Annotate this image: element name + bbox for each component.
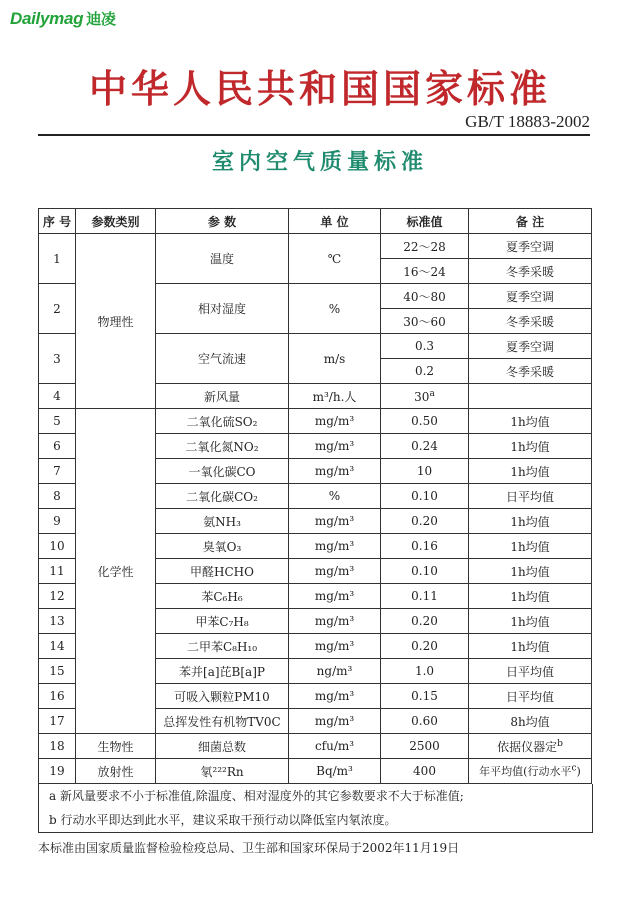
row-no: 6 [39, 434, 76, 459]
table-row [39, 734, 592, 759]
row-unit: cfu/m³ [289, 734, 381, 759]
row-no: 2 [39, 284, 76, 334]
row-note: 8h均值 [469, 709, 592, 734]
row-value: 30～60 [381, 309, 469, 334]
row-value: 0.20 [381, 634, 469, 659]
row-unit: mg/m³ [289, 684, 381, 709]
row-no: 16 [39, 684, 76, 709]
row-note: 冬季采暖 [469, 259, 592, 284]
row-value: 0.3 [381, 334, 469, 359]
row-param: 二氧化氮NO₂ [156, 434, 289, 459]
row-unit: % [289, 484, 381, 509]
row-unit: mg/m³ [289, 534, 381, 559]
title-rule [38, 134, 590, 136]
row-param: 细菌总数 [156, 734, 289, 759]
standard-code: GB/T 18883-2002 [465, 112, 590, 131]
row-value: 0.20 [381, 509, 469, 534]
row-param: 相对湿度 [156, 284, 289, 334]
row-unit: m/s [289, 334, 381, 384]
row-param: 臭氧O₃ [156, 534, 289, 559]
row-unit: mg/m³ [289, 559, 381, 584]
row-param: 温度 [156, 234, 289, 284]
row-no: 5 [39, 409, 76, 434]
note-text: 年平均值(行动水平 [479, 765, 572, 778]
standard-title: 中华人民共和国国家标准 [88, 66, 551, 111]
row-note: 夏季空调 [469, 334, 592, 359]
row-unit: mg/m³ [289, 434, 381, 459]
row-value: 0.60 [381, 709, 469, 734]
row-note: 1h均值 [469, 409, 592, 434]
row-value: 40～80 [381, 284, 469, 309]
air-quality-table [38, 208, 592, 784]
brand-logo-cn: 迪凌 [86, 11, 116, 28]
row-note: 1h均值 [469, 634, 592, 659]
row-unit: mg/m³ [289, 509, 381, 534]
row-unit: mg/m³ [289, 609, 381, 634]
row-value: 0.2 [381, 359, 469, 384]
note-footnote-mark: c [571, 763, 577, 774]
table-notes [38, 784, 593, 833]
row-unit: mg/m³ [289, 709, 381, 734]
header-unit: 单 位 [289, 209, 381, 234]
header-value: 标准值 [381, 209, 469, 234]
row-param: 甲醛HCHO [156, 559, 289, 584]
row-note: 1h均值 [469, 434, 592, 459]
row-unit: % [289, 284, 381, 334]
row-param: 二甲苯C₈H₁₀ [156, 634, 289, 659]
row-unit: ℃ [289, 234, 381, 284]
note-text: 依据仪器定 [497, 739, 558, 754]
brand-logo-text: Dailymag [10, 9, 84, 28]
row-value: 0.16 [381, 534, 469, 559]
row-value: 16～24 [381, 259, 469, 284]
row-param: 空气流速 [156, 334, 289, 384]
row-param: 新风量 [156, 384, 289, 409]
row-no: 14 [39, 634, 76, 659]
row-note: 1h均值 [469, 534, 592, 559]
category-physical: 物理性 [76, 234, 156, 409]
brand-logo [10, 8, 116, 29]
row-unit: ng/m³ [289, 659, 381, 684]
row-note: 日平均值 [469, 484, 592, 509]
row-note: 夏季空调 [469, 234, 592, 259]
row-unit: mg/m³ [289, 409, 381, 434]
row-param: 一氧化碳CO [156, 459, 289, 484]
note-footnote-mark: b [557, 738, 563, 749]
row-note: 夏季空调 [469, 284, 592, 309]
row-note: 日平均值 [469, 684, 592, 709]
row-unit: m³/h.人 [289, 384, 381, 409]
row-unit: mg/m³ [289, 584, 381, 609]
row-note: 日平均值 [469, 659, 592, 684]
row-note [469, 384, 592, 409]
row-no: 8 [39, 484, 76, 509]
row-value: 0.15 [381, 684, 469, 709]
row-no: 3 [39, 334, 76, 384]
category-biological: 生物性 [76, 734, 156, 759]
row-value: 10 [381, 459, 469, 484]
value-text: 30 [414, 389, 430, 404]
row-value: 22～28 [381, 234, 469, 259]
table-header-row [39, 209, 592, 234]
table-row [39, 234, 592, 259]
row-value: 0.24 [381, 434, 469, 459]
row-note: 1h均值 [469, 459, 592, 484]
row-no: 13 [39, 609, 76, 634]
row-note: 1h均值 [469, 609, 592, 634]
row-unit: mg/m³ [289, 459, 381, 484]
row-param: 二氧化硫SO₂ [156, 409, 289, 434]
row-value: 0.20 [381, 609, 469, 634]
note-line: a 新风量要求不小于标准值,除温度、相对湿度外的其它参数要求不大于标准值; [49, 789, 464, 803]
header-param: 参 数 [156, 209, 289, 234]
footer-text: 本标准由国家质量监督检验检疫总局、卫生部和国家环保局于2002年11月19日 [38, 841, 460, 855]
table-row [39, 409, 592, 434]
row-param: 苯C₆H₆ [156, 584, 289, 609]
row-param: 苯并[a]芘B[a]P [156, 659, 289, 684]
row-note: 冬季采暖 [469, 309, 592, 334]
row-no: 4 [39, 384, 76, 409]
row-value: 0.10 [381, 559, 469, 584]
row-no: 1 [39, 234, 76, 284]
row-note: 1h均值 [469, 559, 592, 584]
row-no: 19 [39, 759, 76, 784]
row-note [469, 759, 592, 784]
row-value [381, 384, 469, 409]
row-value: 1.0 [381, 659, 469, 684]
row-note: 1h均值 [469, 509, 592, 534]
row-no: 17 [39, 709, 76, 734]
row-no: 11 [39, 559, 76, 584]
row-no: 10 [39, 534, 76, 559]
row-param: 氨NH₃ [156, 509, 289, 534]
row-value: 2500 [381, 734, 469, 759]
row-unit: Bq/m³ [289, 759, 381, 784]
row-value: 0.10 [381, 484, 469, 509]
row-no: 9 [39, 509, 76, 534]
row-param: 氡²²²Rn [156, 759, 289, 784]
row-param: 甲苯C₇H₈ [156, 609, 289, 634]
row-value: 0.11 [381, 584, 469, 609]
header-note: 备 注 [469, 209, 592, 234]
row-no: 15 [39, 659, 76, 684]
category-chemical: 化学性 [76, 409, 156, 734]
row-no: 12 [39, 584, 76, 609]
category-radioactive: 放射性 [76, 759, 156, 784]
row-no: 7 [39, 459, 76, 484]
value-footnote-mark: a [429, 388, 435, 399]
row-param: 可吸入颗粒PM10 [156, 684, 289, 709]
row-value: 400 [381, 759, 469, 784]
row-note [469, 734, 592, 759]
note-tail: ) [576, 765, 581, 778]
standard-subtitle: 室内空气质量标准 [211, 150, 428, 175]
row-value: 0.50 [381, 409, 469, 434]
header-no: 序 号 [39, 209, 76, 234]
row-no: 18 [39, 734, 76, 759]
row-param: 二氧化碳CO₂ [156, 484, 289, 509]
row-param: 总挥发性有机物TV0C [156, 709, 289, 734]
table-row [39, 759, 592, 784]
row-note: 1h均值 [469, 584, 592, 609]
header-category: 参数类别 [76, 209, 156, 234]
row-unit: mg/m³ [289, 634, 381, 659]
note-line: b 行动水平即达到此水平，建议采取干预行动以降低室内氡浓度。 [49, 813, 397, 827]
row-note: 冬季采暖 [469, 359, 592, 384]
